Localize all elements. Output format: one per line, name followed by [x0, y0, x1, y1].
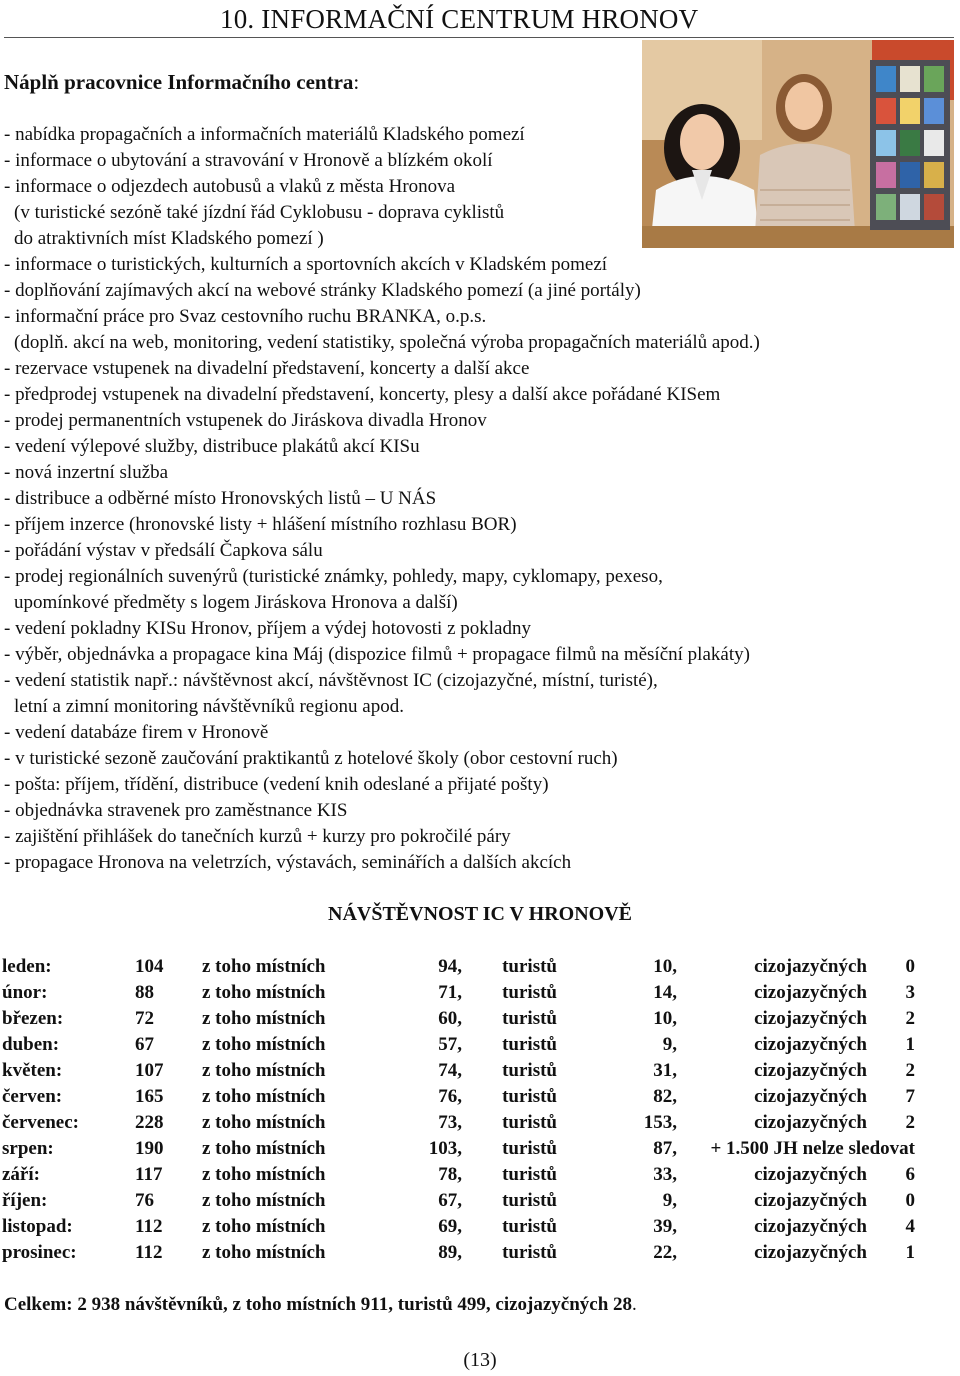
month-cell: únor: [2, 982, 48, 1003]
foreign-label-cell: cizojazyčných [754, 1112, 867, 1133]
tourist-cell: 33, [653, 1164, 677, 1185]
tourist-label-cell: turistů [502, 1086, 557, 1107]
duty-item: - nová inzertní služba [4, 462, 169, 483]
duty-item: - vedení statistik např.: návštěvnost akcí, návštěvnost IC (cizojazyčné, místní, turisté), [4, 670, 658, 691]
duty-item: upomínkové předměty s logem Jiráskova Hronova a další) [14, 592, 458, 613]
tourist-cell: 82, [653, 1086, 677, 1107]
table-row [2, 1084, 915, 1110]
local-cell: 73, [438, 1112, 462, 1133]
tourist-label-cell: turistů [502, 1138, 557, 1159]
table-row [2, 1240, 915, 1266]
table-row [2, 1188, 915, 1214]
tourist-cell: 31, [653, 1060, 677, 1081]
tourist-label-cell: turistů [502, 1164, 557, 1185]
tourist-cell: 10, [653, 956, 677, 977]
foreign-cell: 1 [905, 1242, 915, 1263]
local-label-cell: z toho místních [202, 1138, 326, 1159]
foreign-cell: 7 [905, 1086, 915, 1107]
local-label-cell: z toho místních [202, 1190, 326, 1211]
duty-item: - předprodej vstupenek na divadelní představení, koncerty, plesy a další akce pořádané KISem [4, 384, 721, 405]
tourist-cell: 39, [653, 1216, 677, 1237]
total-cell: 117 [135, 1164, 163, 1185]
tourist-label-cell: turistů [502, 982, 557, 1003]
tourist-label-cell: turistů [502, 1190, 557, 1211]
foreign-label-cell: cizojazyčných [754, 956, 867, 977]
duty-item: - informace o turistických, kulturních a sportovních akcích v Kladském pomezí [4, 254, 608, 275]
month-cell: březen: [2, 1008, 64, 1029]
table-row [2, 1058, 915, 1084]
duty-item: - pošta: příjem, třídění, distribuce (vedení knih odeslané a přijaté pošty) [4, 774, 549, 795]
month-cell: září: [2, 1164, 40, 1185]
local-cell: 74, [438, 1060, 462, 1081]
note-cell: + 1.500 JH nelze sledovat [710, 1138, 915, 1159]
duty-item: - informace o ubytování a stravování v Hronově a blízkém okolí [4, 150, 493, 171]
foreign-cell: 2 [905, 1112, 915, 1133]
local-label-cell: z toho místních [202, 1242, 326, 1263]
total-cell: 190 [135, 1138, 164, 1159]
duty-item: (doplň. akcí na web, monitoring, vedení statistiky, společná výroba propagačních materiálů apod.) [14, 332, 760, 353]
duties-list [4, 122, 760, 876]
foreign-label-cell: cizojazyčných [754, 1164, 867, 1185]
foreign-label-cell: cizojazyčných [754, 1060, 867, 1081]
month-cell: červen: [2, 1086, 63, 1107]
section-subtitle [4, 70, 359, 95]
tourist-label-cell: turistů [502, 1242, 557, 1263]
duty-item: - výběr, objednávka a propagace kina Máj (dispozice filmů + propagace filmů na měsíční plakáty) [4, 644, 750, 665]
total-cell: 104 [135, 956, 164, 977]
duty-item: - v turistické sezoně zaučování praktikantů z hotelové školy (obor cestovní ruch) [4, 748, 618, 769]
foreign-cell: 0 [905, 1190, 915, 1211]
table-row [2, 1032, 915, 1058]
tourist-cell: 9, [662, 1034, 677, 1055]
local-cell: 76, [438, 1086, 462, 1107]
title-divider [4, 37, 954, 38]
tourist-cell: 153, [643, 1112, 677, 1133]
tourist-cell: 9, [662, 1190, 677, 1211]
total-cell: 67 [135, 1034, 154, 1055]
month-cell: květen: [2, 1060, 63, 1081]
duty-item: - vedení pokladny KISu Hronov, příjem a výdej hotovosti z pokladny [4, 618, 531, 639]
visits-summary-text: Celkem: 2 938 návštěvníků, z toho místních 911, turistů 499, cizojazyčných 28 [4, 1294, 633, 1315]
duty-item: - informace o odjezdech autobusů a vlaků z města Hronova [4, 176, 456, 197]
subtitle-text: Náplň pracovnice Informačního centra [4, 70, 354, 94]
total-cell: 72 [135, 1008, 154, 1029]
duty-item: (v turistické sezóně také jízdní řád Cyklobusu - doprava cyklistů [14, 202, 505, 223]
subtitle-colon: : [353, 70, 360, 94]
foreign-label-cell: cizojazyčných [754, 1034, 867, 1055]
month-cell: listopad: [2, 1216, 73, 1237]
local-label-cell: z toho místních [202, 1086, 326, 1107]
local-label-cell: z toho místních [202, 982, 326, 1003]
local-label-cell: z toho místních [202, 1216, 326, 1237]
duty-item: - distribuce a odběrné místo Hronovských listů – U NÁS [4, 488, 437, 509]
total-cell: 112 [135, 1242, 163, 1263]
local-cell: 78, [438, 1164, 462, 1185]
month-cell: říjen: [2, 1190, 48, 1211]
local-cell: 89, [438, 1242, 462, 1263]
table-row [2, 1006, 915, 1032]
local-cell: 57, [438, 1034, 462, 1055]
total-cell: 107 [135, 1060, 164, 1081]
local-cell: 94, [438, 956, 462, 977]
duty-item: - zajištění přihlášek do tanečních kurzů + kurzy pro pokročilé páry [4, 826, 511, 847]
tourist-cell: 22, [653, 1242, 677, 1263]
table-row [2, 1162, 915, 1188]
foreign-label-cell: cizojazyčných [754, 1086, 867, 1107]
duty-item: - vedení databáze firem v Hronově [4, 722, 269, 743]
visits-table-body [2, 954, 915, 1266]
local-label-cell: z toho místních [202, 1034, 326, 1055]
page-title: 10. INFORMAČNÍ CENTRUM HRONOV [220, 4, 699, 34]
table-row [2, 1136, 915, 1162]
total-cell: 76 [135, 1190, 154, 1211]
table-row [2, 1214, 915, 1240]
local-cell: 71, [438, 982, 462, 1003]
foreign-cell: 0 [905, 956, 915, 977]
duty-item: - nabídka propagačních a informačních materiálů Kladského pomezí [4, 124, 525, 145]
duty-item: - vedení výlepové služby, distribuce plakátů akcí KISu [4, 436, 420, 457]
foreign-cell: 2 [905, 1008, 915, 1029]
duty-item: letní a zimní monitoring návštěvníků regionu apod. [14, 696, 404, 717]
foreign-cell: 6 [905, 1164, 915, 1185]
duty-item: - propagace Hronova na veletrzích, výstavách, seminářích a dalších akcích [4, 852, 572, 873]
local-label-cell: z toho místních [202, 1060, 326, 1081]
total-cell: 228 [135, 1112, 164, 1133]
duty-item: do atraktivních míst Kladského pomezí ) [14, 228, 324, 249]
foreign-cell: 4 [905, 1216, 915, 1237]
local-label-cell: z toho místních [202, 1112, 326, 1133]
table-row [2, 954, 915, 980]
tourist-label-cell: turistů [502, 1008, 557, 1029]
foreign-cell: 2 [905, 1060, 915, 1081]
month-cell: leden: [2, 956, 52, 977]
duty-item: - příjem inzerce (hronovské listy + hlášení místního rozhlasu BOR) [4, 514, 517, 535]
duty-item: - prodej permanentních vstupenek do Jiráskova divadla Hronov [4, 410, 487, 431]
local-cell: 103, [428, 1138, 462, 1159]
foreign-label-cell: cizojazyčných [754, 982, 867, 1003]
tourist-cell: 10, [653, 1008, 677, 1029]
local-label-cell: z toho místních [202, 1008, 326, 1029]
visits-summary [4, 1294, 637, 1316]
local-cell: 67, [438, 1190, 462, 1211]
tourist-cell: 87, [653, 1138, 677, 1159]
tourist-label-cell: turistů [502, 1112, 557, 1133]
table-row [2, 980, 915, 1006]
total-cell: 165 [135, 1086, 164, 1107]
local-label-cell: z toho místních [202, 956, 326, 977]
total-cell: 112 [135, 1216, 163, 1237]
foreign-label-cell: cizojazyčných [754, 1216, 867, 1237]
page-number: (13) [463, 1349, 497, 1371]
duty-item: - pořádání výstav v předsálí Čapkova sálu [4, 540, 323, 561]
foreign-cell: 1 [905, 1034, 915, 1055]
table-row [2, 1110, 915, 1136]
month-cell: srpen: [2, 1138, 54, 1159]
tourist-label-cell: turistů [502, 1216, 557, 1237]
month-cell: červenec: [2, 1112, 79, 1133]
month-cell: prosinec: [2, 1242, 77, 1263]
duty-item: - prodej regionálních suvenýrů (turistické známky, pohledy, mapy, cyklomapy, pexeso, [4, 566, 663, 587]
duty-item: - informační práce pro Svaz cestovního ruchu BRANKA, o.p.s. [4, 306, 487, 327]
total-cell: 88 [135, 982, 154, 1003]
local-cell: 69, [438, 1216, 462, 1237]
duty-item: - doplňování zajímavých akcí na webové stránky Kladského pomezí (a jiné portály) [4, 280, 641, 301]
visits-table [2, 954, 915, 1266]
tourist-cell: 14, [653, 982, 677, 1003]
local-cell: 60, [438, 1008, 462, 1029]
tourist-label-cell: turistů [502, 956, 557, 977]
foreign-label-cell: cizojazyčných [754, 1242, 867, 1263]
tourist-label-cell: turistů [502, 1060, 557, 1081]
visits-summary-period: . [632, 1294, 637, 1315]
visits-title: NÁVŠTĚVNOST IC V HRONOVĚ [328, 903, 632, 925]
foreign-cell: 3 [905, 982, 915, 1003]
local-label-cell: z toho místních [202, 1164, 326, 1185]
duty-item: - objednávka stravenek pro zaměstnance KIS [4, 800, 348, 821]
foreign-label-cell: cizojazyčných [754, 1190, 867, 1211]
tourist-label-cell: turistů [502, 1034, 557, 1055]
month-cell: duben: [2, 1034, 60, 1055]
foreign-label-cell: cizojazyčných [754, 1008, 867, 1029]
duty-item: - rezervace vstupenek na divadelní představení, koncerty a další akce [4, 358, 530, 379]
